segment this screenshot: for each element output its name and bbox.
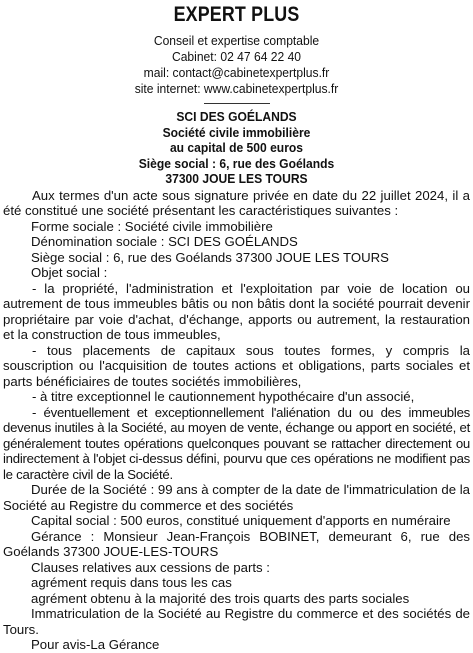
objet-item: - à titre exceptionnel le cautionnement hypothécaire d'un associé, [32,389,415,404]
notice-gerance: Gérance : Monsieur Jean-François BOBINET, demeurant 6, rue des Goélands 37300 JOUE-LES-TOURS [3,528,470,559]
company-seat: Siège social : 6, rue des Goélands [138,155,335,171]
company-name: SCI DES GOÉLANDS [176,109,297,124]
notice-denomination: Dénomination sociale : SCI DES GOÉLANDS [31,234,298,249]
firm-website: site internet: www.cabinetexpertplus.fr [134,81,339,96]
objet-item: - éventuellement et exceptionnellement l'aliénation du ou des immeubles devenus inutiles à la Société, au moyen de vente, échange ou apport en société, et généralement toutes opérations quelconques pouvant se rattacher directement ou indirectement à l'objet ci-dessus défini, pourvu que ces opérations ne modifient pas le caractère civil de la Société. [3,404,470,482]
notice-objet-label: Objet social : [31,265,108,280]
notice-forme: Forme sociale : Société civile immobilière [31,218,273,234]
notice-body [0,187,473,653]
notice-duree: Durée de la Société : 99 ans à compter de la date de l'immatriculation de la Société au Registre du commerce et des sociétés [3,482,470,513]
notice-immatriculation: Immatriculation de la Société au Registre du commerce et des sociétés de Tours. [3,606,470,637]
company-city: 37300 JOUE LES TOURS [165,171,308,186]
firm-phone: Cabinet: 02 47 64 22 40 [171,49,302,64]
firm-header [0,0,473,97]
notice-agrement-2: agrément obtenu à la majorité des trois quarts des parts sociales [31,590,410,606]
company-capital: au capital de 500 euros [169,140,304,155]
separator-rule [204,103,270,104]
notice-clauses: Clauses relatives aux cessions de parts : [31,559,270,575]
company-form: Société civile immobilière [162,124,311,140]
notice-siege: Siège social : 6, rue des Goélands 37300 JOUE LES TOURS [31,249,389,265]
objet-item: - tous placements de capitaux sous toutes formes, y compris la souscription ou l'acquisition de toutes actions et obligations, parts sociales et parts bénéficiaires de toutes sociétés immobilières, [3,342,470,389]
notice-capital: Capital social : 500 euros, constitué uniquement d'apports en numéraire [31,513,451,528]
company-header [0,109,473,187]
notice-signature: Pour avis-La Gérance [31,637,160,652]
firm-name: EXPERT PLUS [173,3,300,26]
notice-intro: Aux termes d'un acte sous signature privée en date du 22 juillet 2024, il a été constitué une société présentant les caractéristiques suivantes : [3,187,470,218]
firm-email: mail: contact@cabinetexpertplus.fr [143,65,330,80]
firm-tagline: Conseil et expertise comptable [153,33,320,48]
notice-agrement-1: agrément requis dans tous les cas [31,575,232,590]
objet-item: - la propriété, l'administration et l'exploitation par voie de location ou autrement de tous immeubles bâtis ou non bâtis dont la société pourrait devenir propriétaire par voie d'achat, d'échange, apports ou autrement, la restauration et la construction de tous immeubles, [3,280,470,342]
